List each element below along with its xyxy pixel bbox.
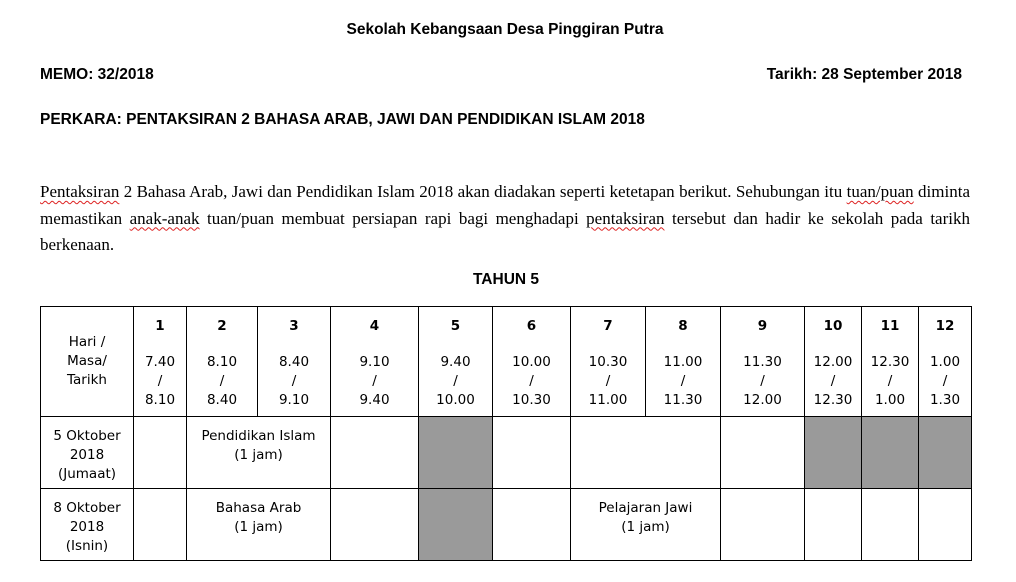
period-number: 3 [289, 318, 299, 334]
day-line: 2018 [69, 519, 105, 535]
period-sep: / [453, 373, 458, 389]
period-header-5 [419, 307, 493, 417]
period-end: 1.30 [929, 392, 961, 408]
empty-slot [134, 417, 187, 489]
period-start: 12.30 [870, 354, 910, 370]
school-name: Sekolah Kebangsaan Desa Pinggiran Putra [346, 21, 664, 38]
paragraph-text: tuan/puan membuat persiapan rapi bagi menghadapi [199, 208, 587, 228]
table-row [41, 489, 972, 561]
period-header-11 [862, 307, 919, 417]
day-line: 5 Oktober [53, 428, 121, 444]
paragraph-text: diminta memastikan [40, 182, 970, 228]
period-header-10 [805, 307, 862, 417]
period-end: 12.00 [743, 392, 782, 408]
period-start: 11.30 [743, 354, 782, 370]
empty-slot [493, 489, 571, 561]
table-header-row [41, 307, 972, 417]
empty-slot [134, 489, 187, 561]
spellcheck-word: tuan/puan [846, 182, 914, 201]
period-start: 7.40 [144, 354, 176, 370]
period-header-1 [134, 307, 187, 417]
period-start: 11.00 [663, 354, 703, 370]
paragraph-text: 2 Bahasa Arab, Jawi dan Pendidikan Islam 2018 akan diadakan seperti ketetapan berikut. Sehubungan itu [119, 182, 847, 201]
subject-name: Pendidikan Islam [201, 428, 316, 444]
period-sep: / [887, 373, 893, 389]
period-sep: / [830, 373, 836, 389]
spellcheck-word: Pentaksiran [40, 182, 120, 201]
shaded-slot [419, 489, 493, 561]
period-header-12 [919, 307, 972, 417]
spellcheck-word: pentaksiran [586, 208, 665, 228]
period-header-6 [493, 307, 571, 417]
period-header-9 [721, 307, 805, 417]
period-sep: / [219, 373, 225, 389]
shaded-slot [862, 417, 919, 489]
paragraph-text: tersebut dan hadir ke sekolah pada tarikh berkenaan. [40, 208, 970, 254]
subject-cell [571, 489, 721, 561]
period-end: 10.00 [436, 392, 475, 408]
period-header-8 [646, 307, 721, 417]
period-sep: / [680, 373, 686, 389]
period-number: 12 [935, 318, 955, 334]
period-sep: / [942, 373, 948, 389]
shaded-slot [805, 417, 862, 489]
day-cell [41, 489, 134, 561]
day-line: 8 Oktober [53, 500, 121, 516]
empty-slot [862, 489, 919, 561]
period-number: 10 [823, 318, 843, 334]
period-end: 8.10 [144, 392, 176, 408]
period-start: 9.10 [359, 354, 390, 370]
period-number: 1 [155, 318, 165, 334]
empty-slot [721, 489, 805, 561]
subject-cell [187, 417, 331, 489]
period-end: 11.30 [663, 392, 703, 408]
empty-slot [721, 417, 805, 489]
period-sep: / [605, 373, 611, 389]
period-number: 9 [757, 318, 768, 334]
period-number: 5 [450, 318, 461, 334]
subject-duration: (1 jam) [621, 519, 670, 535]
section-title: TAHUN 5 [472, 271, 540, 288]
period-sep: / [291, 373, 297, 389]
day-line: (Jumaat) [57, 466, 117, 482]
period-number: 7 [603, 318, 613, 334]
subject-name: Pelajaran Jawi [598, 500, 693, 516]
day-line: 2018 [69, 447, 105, 463]
shaded-slot [419, 417, 493, 489]
header-label-cell [41, 307, 134, 417]
period-start: 8.10 [206, 354, 238, 370]
day-line: (Isnin) [65, 538, 109, 554]
period-header-4 [331, 307, 419, 417]
day-cell [41, 417, 134, 489]
subject-cell [187, 489, 331, 561]
period-sep: / [760, 373, 765, 389]
period-start: 1.00 [929, 354, 961, 370]
memo-subject: PERKARA: PENTAKSIRAN 2 BAHASA ARAB, JAWI DAN PENDIDIKAN ISLAM 2018 [40, 111, 645, 128]
period-sep: / [529, 373, 534, 389]
header-label-line: Tarikh [67, 372, 107, 388]
period-number: 11 [880, 318, 900, 334]
empty-slot [805, 489, 862, 561]
period-header-3 [258, 307, 331, 417]
empty-slot [919, 489, 972, 561]
period-start: 8.40 [278, 354, 310, 370]
table-row [41, 417, 972, 489]
shaded-slot [919, 417, 972, 489]
header-label-line: Masa/ [67, 353, 107, 369]
period-end: 9.10 [278, 392, 310, 408]
period-end: 9.40 [359, 392, 390, 408]
subject-duration: (1 jam) [234, 519, 283, 535]
period-start: 12.00 [813, 354, 853, 370]
memo-date: Tarikh: 28 September 2018 [766, 66, 962, 83]
period-start: 10.00 [512, 354, 551, 370]
subject-name: Bahasa Arab [215, 500, 302, 516]
period-start: 9.40 [440, 354, 471, 370]
period-header-2 [187, 307, 258, 417]
period-number: 4 [369, 318, 380, 334]
empty-slot [493, 417, 571, 489]
period-sep: / [157, 373, 163, 389]
header-label-line: Hari / [68, 334, 106, 350]
period-end: 12.30 [813, 392, 853, 408]
period-end: 1.00 [874, 392, 906, 408]
empty-slot [571, 417, 721, 489]
schedule-table [40, 306, 972, 561]
period-start: 10.30 [588, 354, 628, 370]
period-end: 11.00 [588, 392, 628, 408]
subject-duration: (1 jam) [234, 447, 283, 463]
period-number: 6 [526, 318, 537, 334]
period-sep: / [372, 373, 377, 389]
memo-number: MEMO: 32/2018 [40, 66, 154, 83]
period-number: 2 [217, 318, 227, 334]
spellcheck-word: anak-anak [129, 208, 200, 228]
period-end: 8.40 [206, 392, 238, 408]
period-end: 10.30 [512, 392, 551, 408]
period-number: 8 [678, 318, 688, 334]
period-header-7 [571, 307, 646, 417]
empty-slot [331, 489, 419, 561]
memo-paragraph [40, 179, 970, 259]
empty-slot [331, 417, 419, 489]
